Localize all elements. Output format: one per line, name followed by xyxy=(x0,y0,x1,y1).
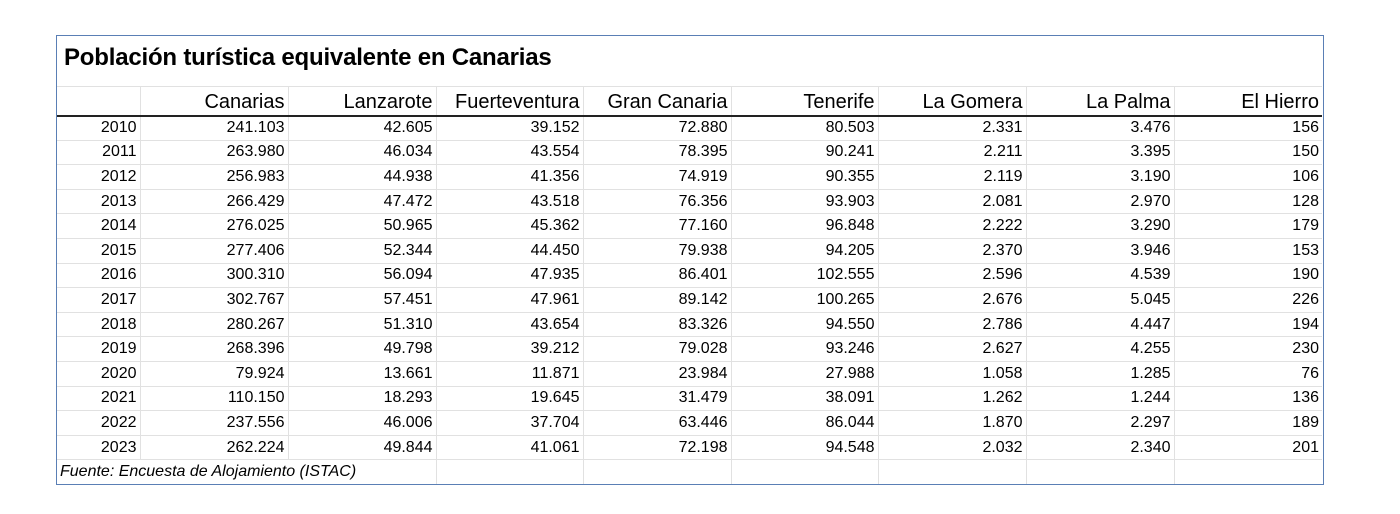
row-year-cell: 2019 xyxy=(57,337,140,362)
table-cell: 23.984 xyxy=(583,361,731,386)
table-cell: 262.224 xyxy=(140,435,288,460)
table-cell: 47.935 xyxy=(436,263,583,288)
table-cell: 94.548 xyxy=(731,435,878,460)
table-cell: 39.212 xyxy=(436,337,583,362)
table-cell: 2.627 xyxy=(878,337,1026,362)
table-cell: 18.293 xyxy=(288,386,436,411)
table-cell: 79.028 xyxy=(583,337,731,362)
table-row xyxy=(57,411,1322,436)
table-cell: 3.290 xyxy=(1026,214,1174,239)
table-cell: 72.880 xyxy=(583,116,731,141)
table-cell: 2.331 xyxy=(878,116,1026,141)
table-cell: 2.676 xyxy=(878,288,1026,313)
row-year-cell: 2015 xyxy=(57,238,140,263)
table-cell: 90.355 xyxy=(731,165,878,190)
table-row xyxy=(57,140,1322,165)
table-cell: 2.081 xyxy=(878,189,1026,214)
table-cell: 79.924 xyxy=(140,361,288,386)
row-year-cell: 2021 xyxy=(57,386,140,411)
table-cell: 44.938 xyxy=(288,165,436,190)
row-year-cell: 2013 xyxy=(57,189,140,214)
table-cell: 226 xyxy=(1174,288,1322,313)
table-cell: 2.297 xyxy=(1026,411,1174,436)
table-cell: 41.356 xyxy=(436,165,583,190)
table-cell: 93.246 xyxy=(731,337,878,362)
table-cell: 80.503 xyxy=(731,116,878,141)
table-cell: 86.044 xyxy=(731,411,878,436)
table-row xyxy=(57,288,1322,313)
header-cell-year xyxy=(57,87,140,116)
row-year-cell: 2011 xyxy=(57,140,140,165)
table-cell: 153 xyxy=(1174,238,1322,263)
table-cell: 277.406 xyxy=(140,238,288,263)
table-cell: 45.362 xyxy=(436,214,583,239)
table-cell: 106 xyxy=(1174,165,1322,190)
table-body xyxy=(57,116,1322,485)
empty-cell xyxy=(1174,460,1322,485)
table-cell: 89.142 xyxy=(583,288,731,313)
column-header: Lanzarote xyxy=(288,87,436,116)
column-header: Canarias xyxy=(140,87,288,116)
table-row xyxy=(57,337,1322,362)
table-cell: 300.310 xyxy=(140,263,288,288)
table-row xyxy=(57,386,1322,411)
table-cell: 4.539 xyxy=(1026,263,1174,288)
empty-cell xyxy=(878,460,1026,485)
table-cell: 179 xyxy=(1174,214,1322,239)
table-row xyxy=(57,361,1322,386)
table-cell: 189 xyxy=(1174,411,1322,436)
table-cell: 2.370 xyxy=(878,238,1026,263)
table-cell: 94.550 xyxy=(731,312,878,337)
table-cell: 47.961 xyxy=(436,288,583,313)
table-cell: 76 xyxy=(1174,361,1322,386)
table-cell: 44.450 xyxy=(436,238,583,263)
column-header: La Palma xyxy=(1026,87,1174,116)
table-cell: 1.285 xyxy=(1026,361,1174,386)
row-year-cell: 2022 xyxy=(57,411,140,436)
table-cell: 102.555 xyxy=(731,263,878,288)
table-cell: 2.222 xyxy=(878,214,1026,239)
table-cell: 5.045 xyxy=(1026,288,1174,313)
column-header: La Gomera xyxy=(878,87,1026,116)
column-header: Gran Canaria xyxy=(583,87,731,116)
table-cell: 46.034 xyxy=(288,140,436,165)
table-row xyxy=(57,312,1322,337)
table-row xyxy=(57,116,1322,141)
table-cell: 47.472 xyxy=(288,189,436,214)
table-cell: 3.476 xyxy=(1026,116,1174,141)
table-cell: 46.006 xyxy=(288,411,436,436)
table-cell: 190 xyxy=(1174,263,1322,288)
table-cell: 128 xyxy=(1174,189,1322,214)
table-cell: 266.429 xyxy=(140,189,288,214)
table-cell: 201 xyxy=(1174,435,1322,460)
table-cell: 76.356 xyxy=(583,189,731,214)
table-cell: 56.094 xyxy=(288,263,436,288)
table-cell: 86.401 xyxy=(583,263,731,288)
table-cell: 4.255 xyxy=(1026,337,1174,362)
table-cell: 237.556 xyxy=(140,411,288,436)
table-cell: 52.344 xyxy=(288,238,436,263)
column-header: Tenerife xyxy=(731,87,878,116)
table-cell: 94.205 xyxy=(731,238,878,263)
table-cell: 43.554 xyxy=(436,140,583,165)
table-cell: 49.798 xyxy=(288,337,436,362)
row-year-cell: 2016 xyxy=(57,263,140,288)
row-year-cell: 2017 xyxy=(57,288,140,313)
row-year-cell: 2012 xyxy=(57,165,140,190)
table-cell: 1.262 xyxy=(878,386,1026,411)
table-cell: 31.479 xyxy=(583,386,731,411)
table-cell: 39.152 xyxy=(436,116,583,141)
table-cell: 19.645 xyxy=(436,386,583,411)
table-cell: 63.446 xyxy=(583,411,731,436)
table-cell: 194 xyxy=(1174,312,1322,337)
table-cell: 90.241 xyxy=(731,140,878,165)
column-header: El Hierro xyxy=(1174,87,1322,116)
table-cell: 78.395 xyxy=(583,140,731,165)
header-row xyxy=(57,87,1322,116)
empty-cell xyxy=(731,460,878,485)
table-cell: 37.704 xyxy=(436,411,583,436)
table-cell: 2.786 xyxy=(878,312,1026,337)
table-cell: 241.103 xyxy=(140,116,288,141)
table-cell: 51.310 xyxy=(288,312,436,337)
table-cell: 256.983 xyxy=(140,165,288,190)
table-cell: 3.395 xyxy=(1026,140,1174,165)
table-cell: 79.938 xyxy=(583,238,731,263)
table-cell: 302.767 xyxy=(140,288,288,313)
table-cell: 280.267 xyxy=(140,312,288,337)
table-cell: 1.870 xyxy=(878,411,1026,436)
row-year-cell: 2014 xyxy=(57,214,140,239)
row-year-cell: 2023 xyxy=(57,435,140,460)
empty-cell xyxy=(1026,460,1174,485)
table-cell: 2.596 xyxy=(878,263,1026,288)
table-cell: 230 xyxy=(1174,337,1322,362)
table-cell: 50.965 xyxy=(288,214,436,239)
table-cell: 1.058 xyxy=(878,361,1026,386)
table-cell: 43.518 xyxy=(436,189,583,214)
table-cell: 49.844 xyxy=(288,435,436,460)
table-cell: 72.198 xyxy=(583,435,731,460)
table-cell: 77.160 xyxy=(583,214,731,239)
table-cell: 2.970 xyxy=(1026,189,1174,214)
table-cell: 268.396 xyxy=(140,337,288,362)
row-year-cell: 2010 xyxy=(57,116,140,141)
table-row xyxy=(57,189,1322,214)
data-table xyxy=(57,86,1322,484)
table-frame xyxy=(56,35,1324,485)
source-row xyxy=(57,460,1322,485)
table-cell: 83.326 xyxy=(583,312,731,337)
table-cell: 2.119 xyxy=(878,165,1026,190)
table-cell: 74.919 xyxy=(583,165,731,190)
table-cell: 93.903 xyxy=(731,189,878,214)
table-row xyxy=(57,435,1322,460)
table-cell: 2.032 xyxy=(878,435,1026,460)
table-row xyxy=(57,263,1322,288)
table-cell: 13.661 xyxy=(288,361,436,386)
table-cell: 38.091 xyxy=(731,386,878,411)
table-cell: 150 xyxy=(1174,140,1322,165)
table-cell: 96.848 xyxy=(731,214,878,239)
empty-cell xyxy=(436,460,583,485)
table-cell: 1.244 xyxy=(1026,386,1174,411)
table-cell: 3.190 xyxy=(1026,165,1174,190)
row-year-cell: 2018 xyxy=(57,312,140,337)
table-cell: 100.265 xyxy=(731,288,878,313)
table-cell: 42.605 xyxy=(288,116,436,141)
table-cell: 263.980 xyxy=(140,140,288,165)
table-title: Población turística equivalente en Canarias xyxy=(64,44,552,71)
table-cell: 11.871 xyxy=(436,361,583,386)
table-cell: 4.447 xyxy=(1026,312,1174,337)
table-cell: 156 xyxy=(1174,116,1322,141)
table-cell: 136 xyxy=(1174,386,1322,411)
table-cell: 276.025 xyxy=(140,214,288,239)
table-row xyxy=(57,165,1322,190)
table-cell: 3.946 xyxy=(1026,238,1174,263)
table-row xyxy=(57,214,1322,239)
table-cell: 27.988 xyxy=(731,361,878,386)
empty-cell xyxy=(583,460,731,485)
table-row xyxy=(57,238,1322,263)
table-cell: 43.654 xyxy=(436,312,583,337)
table-cell: 41.061 xyxy=(436,435,583,460)
table-cell: 2.211 xyxy=(878,140,1026,165)
column-header: Fuerteventura xyxy=(436,87,583,116)
row-year-cell: 2020 xyxy=(57,361,140,386)
table-cell: 57.451 xyxy=(288,288,436,313)
source-note: Fuente: Encuesta de Alojamiento (ISTAC) xyxy=(57,460,436,485)
table-cell: 2.340 xyxy=(1026,435,1174,460)
table-cell: 110.150 xyxy=(140,386,288,411)
